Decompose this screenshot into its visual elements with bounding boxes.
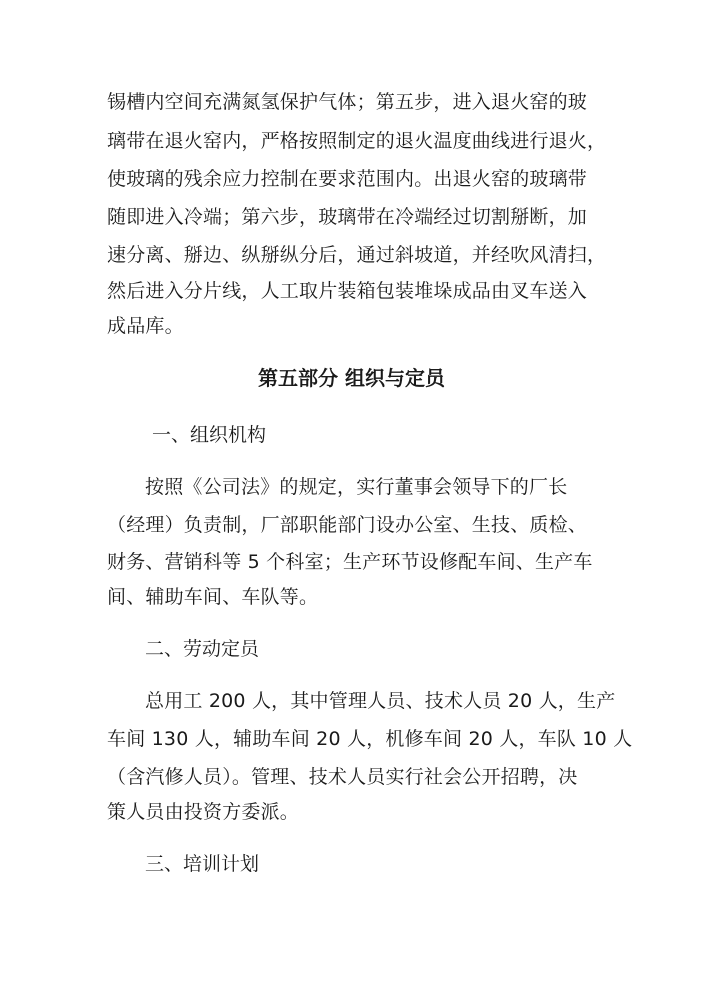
org-line-3: 财务、营销科等 5 个科室；生产环节设修配车间、生产车: [107, 551, 593, 573]
intro-line-3: 使玻璃的残余应力控制在要求范围内。出退火窑的玻璃带: [107, 168, 588, 190]
training-heading: 三、培训计划: [145, 853, 260, 875]
staffing-line-1: 总用工 200 人，其中管理人员、技术人员 20 人，生产: [145, 690, 616, 712]
staffing-line-4: 策人员由投资方委派。: [107, 801, 300, 823]
org-line-1: 按照《公司法》的规定，实行董事会领导下的厂长: [145, 476, 568, 498]
intro-line-6: 然后进入分片线，人工取片装箱包装堆垛成品由叉车送入: [107, 280, 588, 302]
intro-line-1: 锡槽内空间充满氮氢保护气体；第五步，进入退火窑的玻: [107, 91, 588, 113]
intro-line-7: 成品库。: [107, 315, 184, 337]
section-title: 第五部分 组织与定员: [258, 366, 445, 390]
staffing-heading: 二、劳动定员: [145, 638, 260, 660]
org-line-2: （经理）负责制，厂部职能部门设办公室、生技、质检、: [107, 514, 588, 536]
staffing-line-3: （含汽修人员）。管理、技术人员实行社会公开招聘，决: [107, 766, 578, 788]
org-line-4: 间、辅助车间、车队等。: [107, 586, 319, 608]
intro-line-5: 速分离、掰边、纵掰纵分后，通过斜坡道，并经吹风清扫，: [107, 244, 607, 266]
intro-line-2: 璃带在退火窑内，严格按照制定的退火温度曲线进行退火，: [107, 130, 607, 152]
staffing-line-2: 车间 130 人，辅助车间 20 人，机修车间 20 人，车队 10 人: [107, 728, 633, 750]
intro-line-4: 随即进入冷端；第六步，玻璃带在冷端经过切割掰断，加: [107, 206, 588, 228]
org-structure-heading: 一、组织机构: [152, 424, 267, 446]
